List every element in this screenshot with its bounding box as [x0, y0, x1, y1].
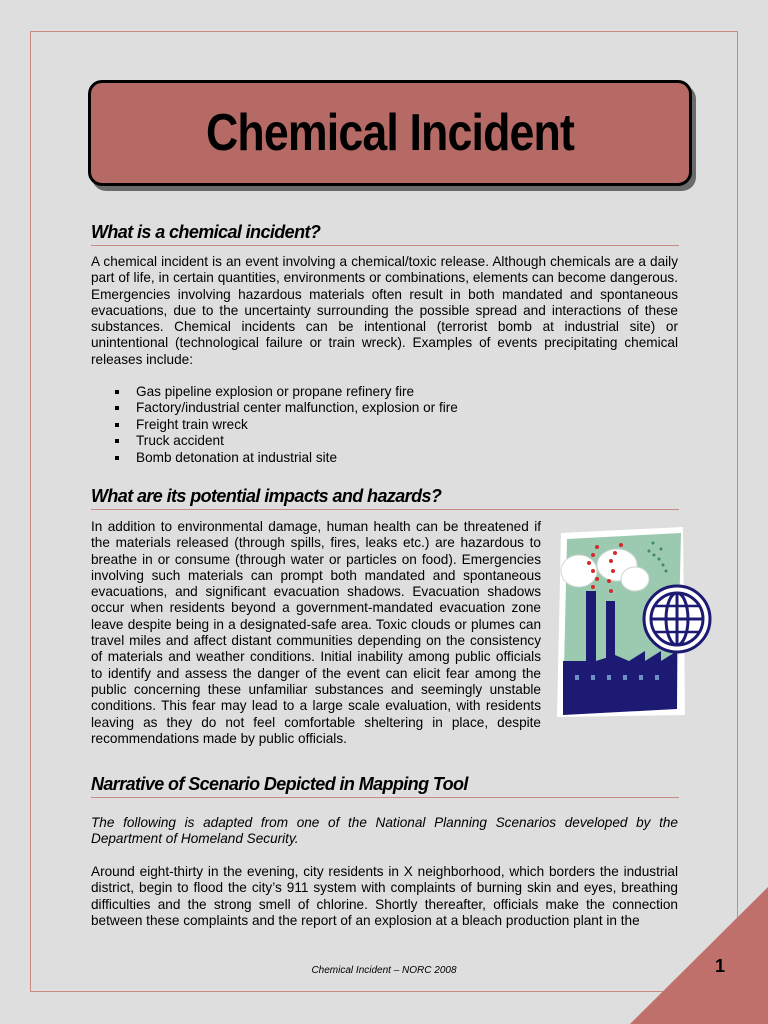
examples-list [91, 384, 651, 466]
paragraph-impacts: In addition to environmental damage, human health can be threatened if the materials released (through spills, fires, leaks etc.) are hazardous to breathe in or consume (through water or particles on food). Emergencies involving such materials can prompt both mandated and spontaneous evacuations, and significant evacuation shadows. Evacuation shadows occur when residents beyond a government-mandated evacuation zone leave despite being in a designated-safe area. Toxic clouds or plumes can travel miles and affect distant communities depending on the consistency of materials and weather conditions. Initial inability among public officials to identify and assess the danger of the event can elicit fear among the public concerning these unfamiliar substances and seemingly unstable conditions. This fear may lead to a large scale evaluation, with residents leaving as they do not feel comfortable sheltering in place, despite recommendations made by public officials. [91, 519, 541, 746]
heading-impacts: What are its potential impacts and hazards? [91, 486, 679, 510]
page-title: Chemical Incident [205, 104, 575, 162]
corner-triangle [630, 887, 768, 1024]
paragraph-what-is: A chemical incident is an event involving a chemical/toxic release. Although chemicals are a daily part of life, in certain quantities, environments or combinations, elements can become dangerous. Emergencies involving hazardous materials often result in both mandated and spontaneous evacuations, due to the uncertainty surrounding the possible spread and interactions of these substances. Chemical incidents can be intentional (terrorist bomb at industrial site) or unintentional (technological failure or train wreck). Examples of events precipitating chemical releases include: [91, 254, 678, 367]
globe-icon [644, 586, 710, 652]
page-footer: Chemical Incident – NORC 2008 [311, 965, 457, 976]
title-banner [88, 80, 692, 186]
paragraph-narrative: Around eight-thirty in the evening, city residents in X neighborhood, which borders the industrial district, begin to flood the city’s 911 system with complaints of burning skin and eyes, breathing difficulties and the strong smell of chlorine. Shortly thereafter, officials make the connection between these complaints and the report of an explosion at a bleach production plant in the [91, 864, 678, 928]
list-item: Gas pipeline explosion or propane refinery fire [91, 384, 651, 400]
heading-what-is: What is a chemical incident? [91, 222, 679, 246]
list-item: Factory/industrial center malfunction, explosion or fire [91, 400, 651, 416]
page-number: 1 [714, 956, 725, 976]
list-item: Freight train wreck [91, 417, 651, 433]
heading-narrative: Narrative of Scenario Depicted in Mapping Tool [91, 774, 679, 798]
list-item: Bomb detonation at industrial site [91, 450, 651, 466]
paragraph-narrative-intro: The following is adapted from one of the National Planning Scenarios developed by the Department of Homeland Security. [91, 815, 678, 847]
list-item: Truck accident [91, 433, 651, 449]
factory-clipart [553, 525, 713, 720]
